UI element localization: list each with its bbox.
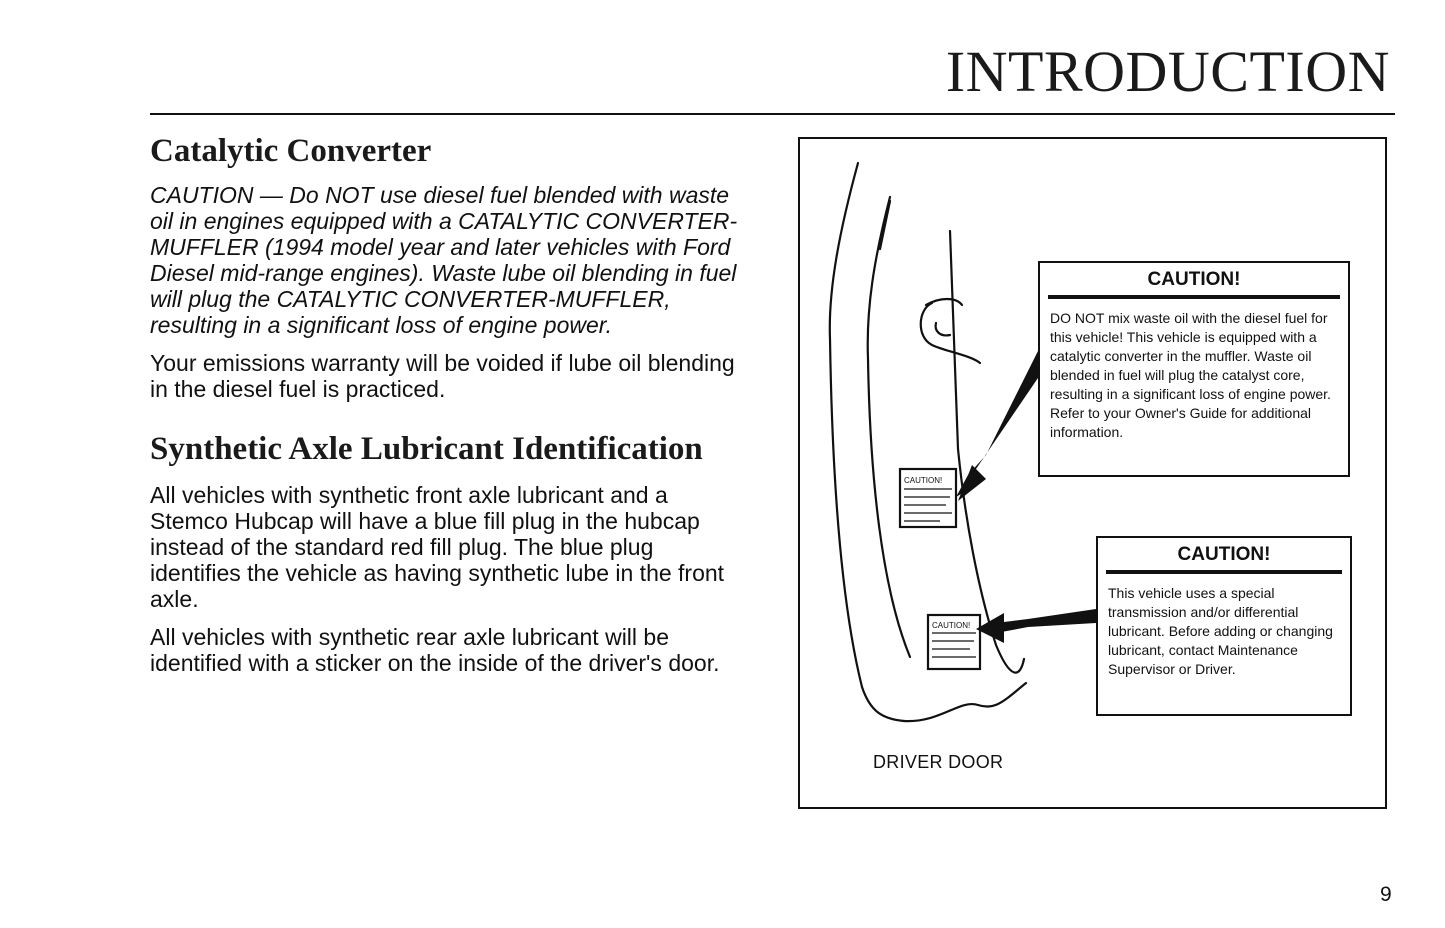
section-title-catalytic-converter: Catalytic Converter (150, 133, 432, 169)
callout-1-heading: CAUTION! (1048, 263, 1340, 299)
caution-label-lubricant (1096, 536, 1352, 716)
driver-door-figure (798, 137, 1387, 809)
callout-1-body: DO NOT mix waste oil with the diesel fuel for this vehicle! This vehicle is equipped with a catalytic converter in the muffler. Waste oil blended in fuel will plug the catalyst core, resulting in a significant loss of engine power. Refer to your Owner's Guide for additional information. (1050, 310, 1331, 440)
callout-2-heading: CAUTION! (1106, 538, 1342, 574)
warranty-paragraph: Your emissions warranty will be voided if lube oil blending in the diesel fuel is practiced. (150, 350, 735, 402)
callout-2-body: This vehicle uses a special transmission and/or differential lubricant. Before adding or changing lubricant, contact Maintenance Supervisor or Driver. (1108, 585, 1333, 677)
rear-axle-paragraph: All vehicles with synthetic rear axle lubricant will be identified with a sticker on the inside of the driver's door. (150, 624, 720, 676)
page-title: INTRODUCTION (945, 39, 1390, 104)
main-text-column (150, 128, 750, 676)
front-axle-paragraph: All vehicles with synthetic front axle lubricant and a Stemco Hubcap will have a blue fill plug in the hubcap instead of the standard red fill plug. The blue plug identifies the vehicle as having synthetic lube in the front axle. (150, 482, 725, 612)
caution-label-waste-oil (1038, 261, 1350, 477)
page-number: 9 (1380, 883, 1392, 906)
section-title-synthetic-axle: Synthetic Axle Lubricant Identification (150, 431, 703, 467)
caution-paragraph: CAUTION — Do NOT use diesel fuel blended with waste oil in engines equipped with a CATALYTIC CONVERTER-MUFFLER (1994 model year and later vehicles with Ford Diesel mid-range engines). Waste lube oil blending in fuel will plug the CATALYTIC CONVERTER-MUFFLER, resulting in a significant loss of engine power. (150, 182, 738, 338)
sticker-1-label: CAUTION! (904, 476, 943, 485)
header-rule (150, 113, 1395, 115)
sticker-2-label: CAUTION! (932, 621, 971, 630)
arrow-to-sticker-2 (996, 609, 1096, 633)
figure-caption: DRIVER DOOR (873, 752, 1004, 772)
